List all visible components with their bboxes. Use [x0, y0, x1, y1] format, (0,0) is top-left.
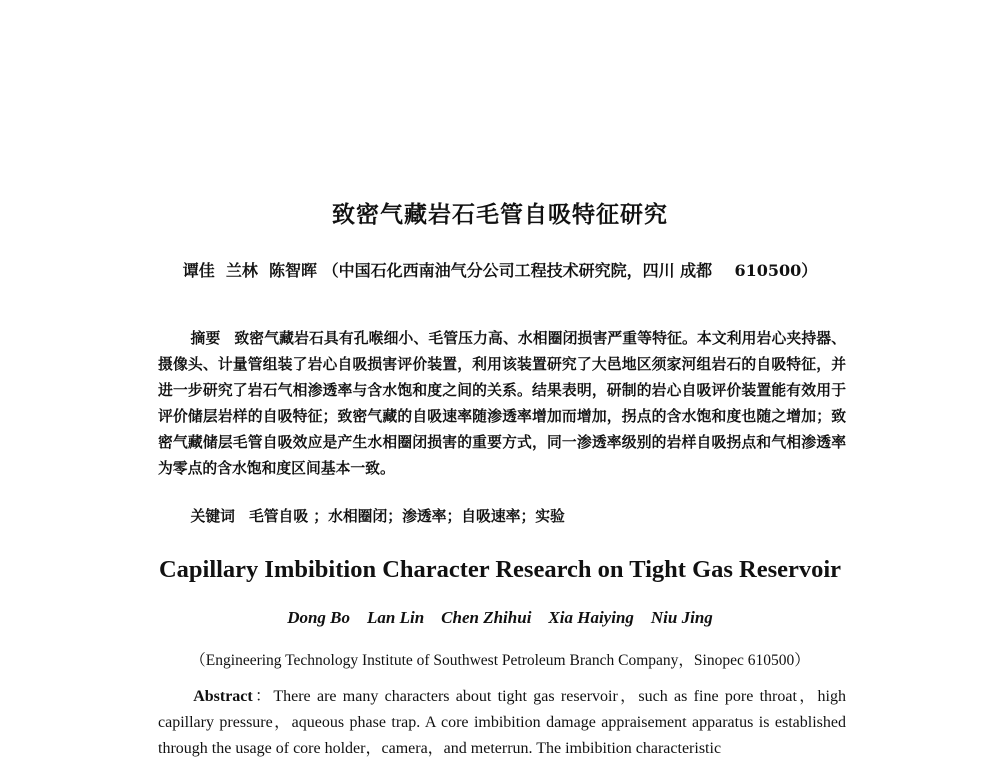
english-title: Capillary Imbibition Character Research on Tight Gas Reservoir — [158, 556, 842, 583]
english-abstract — [158, 684, 846, 762]
chinese-keywords-text: 毛管自吸 ；水相圈闭；渗透率；自吸速率；实验 — [248, 508, 565, 525]
chinese-authors-affiliation: 谭佳 兰林 陈智晖 （中国石化西南油气分公司工程技术研究院，四川 成都 610500） — [182, 261, 818, 280]
chinese-title: 致密气藏岩石毛管自吸特征研究 — [332, 202, 668, 228]
english-abstract-label: Abstract — [193, 688, 253, 705]
chinese-abstract — [158, 326, 846, 482]
english-abstract-text: ：There are many characters about tight gas reservoir，such as fine pore throat，high capillary pressure，aqueous phase trap. A core imbibition damage appraisement apparatus is established through the usage of core holder，camera，and meterrun. The imbibition characteristic — [158, 688, 846, 757]
english-authors: Dong Bo Lan Lin Chen Zhihui Xia Haiying Niu Jing — [287, 608, 713, 627]
chinese-abstract-text: 致密气藏岩石具有孔喉细小、毛管压力高、水相圈闭损害严重等特征。本文利用岩心夹持器、摄像头、计量管组装了岩心自吸损害评价装置，利用该装置研究了大邑地区须家河组岩石的自吸特征，并进一步研究了岩石气相渗透率与含水饱和度之间的关系。结果表明，研制的岩心自吸评价装置能有效用于评价储层岩样的自吸特征；致密气藏的自吸速率随渗透率增加而增加，拐点的含水饱和度也随之增加；致密气藏储层毛管自吸效应是产生水相圈闭损害的重要方式，同一渗透率级别的岩样自吸拐点和气相渗透率为零点的含水饱和度区间基本一致。 — [158, 330, 846, 477]
chinese-abstract-label: 摘要 — [190, 330, 221, 347]
chinese-keywords-label: 关键词 — [190, 508, 235, 525]
english-affiliation: （Engineering Technology Institute of Southwest Petroleum Branch Company，Sinopec 610500） — [190, 652, 810, 669]
chinese-keywords — [158, 504, 846, 530]
